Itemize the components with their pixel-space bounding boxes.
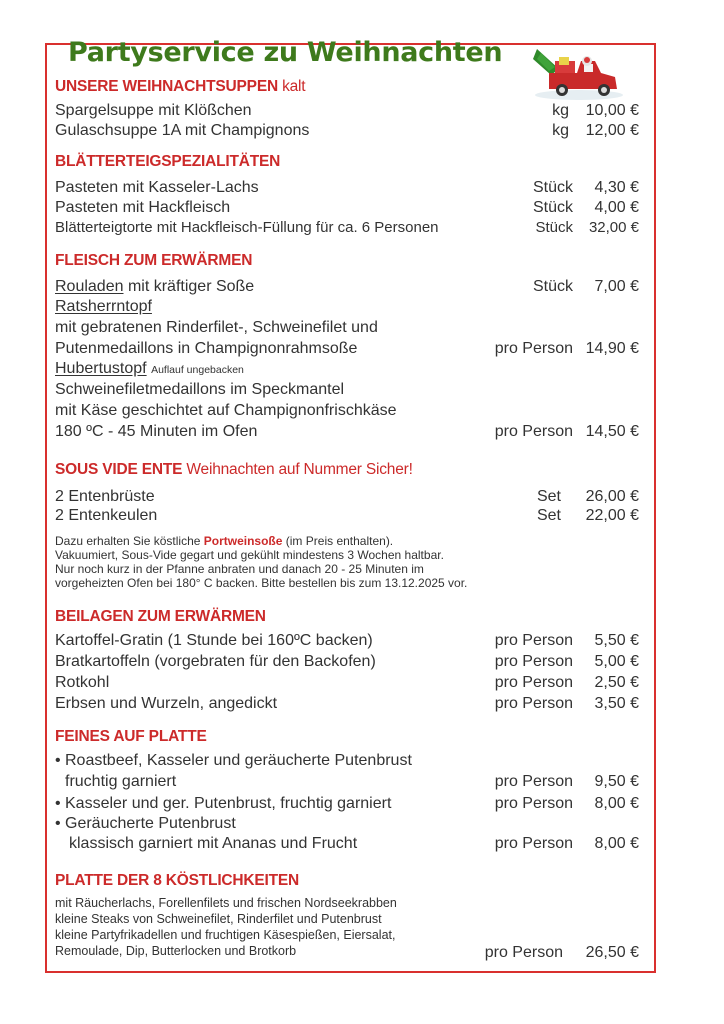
note-highlight: Portweinsoße (203, 534, 283, 548)
section-heading-ente (55, 461, 413, 479)
menu-item (55, 631, 639, 651)
item-price: 10,00 € (585, 102, 639, 119)
menu-item-ratsherrntopf-title (55, 297, 639, 317)
item-price: 2,50 € (594, 674, 639, 691)
item-unit: pro Person (494, 695, 573, 712)
item-title: Rouladen (55, 278, 124, 295)
note-line (55, 534, 467, 548)
item-desc: Putenmedaillons in Champignonrahmsoße (55, 340, 358, 357)
item-name: Rotkohl (55, 674, 110, 691)
item-price: 3,50 € (594, 695, 639, 712)
menu-item-desc (55, 814, 639, 834)
item-unit: Set (536, 507, 561, 524)
menu-item (55, 673, 639, 693)
item-desc: klassisch garniert mit Ananas und Frucht (69, 835, 358, 852)
item-name: Erbsen und Wurzeln, angedickt (55, 695, 278, 712)
item-price: 9,50 € (594, 773, 639, 790)
item-name: 2 Entenkeulen (55, 507, 158, 524)
heading-text: UNSERE WEIHNACHTSUPPEN (55, 78, 278, 95)
item-desc: mit kräftiger Soße (123, 278, 255, 295)
item-name: Pasteten mit Kasseler-Lachs (55, 179, 259, 196)
menu-item-desc (55, 318, 639, 338)
item-name: Gulaschsuppe 1A mit Champignons (55, 122, 310, 139)
note-line: Vakuumiert, Sous-Vide gegart und gekühlt mindestens 3 Wochen haltbar. (55, 548, 444, 562)
desc-line: Remoulade, Dip, Butterlocken und Brotkorb (55, 944, 297, 958)
item-unit: pro Person (484, 944, 563, 961)
desc-line: kleine Steaks von Schweinefilet, Rinderfilet und Putenbrust (55, 912, 382, 926)
item-title: Hubertustopf (55, 360, 147, 377)
menu-item-rouladen (55, 277, 639, 297)
menu-item (55, 652, 639, 672)
menu-item-desc (55, 751, 639, 771)
section-heading-fleisch: FLEISCH ZUM ERWÄRMEN (55, 252, 253, 269)
item-name: Spargelsuppe mit Klößchen (55, 102, 252, 119)
item-unit: pro Person (494, 340, 573, 357)
item-unit: Set (536, 488, 561, 505)
bullet-icon: • (55, 815, 61, 832)
item-desc: Schweinefiletmedaillons im Speckmantel (55, 381, 345, 398)
section-heading-suppen (55, 78, 305, 96)
item-price: 4,30 € (594, 179, 639, 196)
section-heading-blaetterteig: BLÄTTERTEIGSPEZIALITÄTEN (55, 153, 281, 170)
menu-item (55, 506, 639, 526)
item-price: 26,00 € (585, 488, 639, 505)
section-heading-koestlich: PLATTE DER 8 KÖSTLICHKEITEN (55, 872, 300, 889)
item-unit: pro Person (494, 632, 573, 649)
item-unit: Stück (532, 179, 573, 196)
note-text: Dazu erhalten Sie köstliche (55, 534, 204, 548)
item-unit: kg (552, 102, 569, 119)
item-name (55, 277, 254, 297)
page-title: Partyservice zu Weihnachten (68, 37, 503, 68)
item-name: Blätterteigtorte mit Hackfleisch-Füllung für ca. 6 Personen (55, 219, 439, 236)
item-desc: Geräucherte Putenbrust (65, 815, 236, 832)
menu-item (55, 487, 639, 507)
section-heading-beilagen: BEILAGEN ZUM ERWÄRMEN (55, 608, 266, 625)
bullet-icon: • (55, 752, 61, 769)
heading-sub: kalt (282, 78, 306, 95)
item-price: 26,50 € (585, 944, 639, 961)
item-desc-wrap (55, 794, 391, 814)
item-unit: Stück (532, 199, 573, 216)
item-price: 14,90 € (585, 340, 639, 357)
ente-note (55, 534, 467, 590)
item-price: 8,00 € (594, 835, 639, 852)
item-name: Kartoffel-Gratin (1 Stunde bei 160ºC backen) (55, 632, 373, 649)
item-unit: pro Person (494, 835, 573, 852)
item-desc-wrap (55, 751, 412, 771)
menu-item (55, 198, 639, 218)
item-desc: Kasseler und ger. Putenbrust, fruchtig garniert (65, 795, 392, 812)
bullet-icon: • (55, 795, 61, 812)
item-unit: pro Person (494, 795, 573, 812)
menu-item (55, 694, 639, 714)
menu-item-desc (55, 401, 639, 421)
heading-sub: Weihnachten auf Nummer Sicher! (186, 461, 413, 478)
item-unit: pro Person (494, 653, 573, 670)
item-desc-wrap (55, 814, 236, 834)
note-text: (im Preis enthalten). (282, 534, 394, 548)
item-price: 4,00 € (594, 199, 639, 216)
item-price: 22,00 € (585, 507, 639, 524)
christmas-truck-icon (529, 47, 629, 101)
item-title: Ratsherrntopf (55, 298, 152, 315)
item-unit: pro Person (494, 674, 573, 691)
item-desc: mit gebratenen Rinderfilet-, Schweinefilet und (55, 319, 378, 336)
menu-item-hubertustopf-title (55, 359, 639, 379)
note-line: Nur noch kurz in der Pfanne anbraten und danach 20 - 25 Minuten im (55, 562, 424, 576)
note-line: vorgeheizten Ofen bei 180° C backen. Bitte bestellen bis zum 13.12.2025 vor. (55, 576, 468, 590)
item-name: 2 Entenbrüste (55, 488, 155, 505)
item-price: 5,50 € (594, 632, 639, 649)
item-unit: pro Person (494, 773, 573, 790)
menu-item (55, 772, 639, 792)
item-price: 7,00 € (594, 278, 639, 295)
item-price: 32,00 € (588, 219, 639, 236)
menu-item (55, 101, 639, 121)
item-note: Auflauf ungebacken (151, 364, 244, 376)
item-price: 12,00 € (585, 122, 639, 139)
menu-item (55, 834, 639, 854)
item-unit: kg (552, 122, 569, 139)
menu-item (55, 218, 639, 238)
item-price: 5,00 € (594, 653, 639, 670)
item-title-wrap (55, 359, 244, 380)
menu-item (55, 794, 639, 814)
heading-text: SOUS VIDE ENTE (55, 461, 183, 478)
desc-line: mit Räucherlachs, Forellenfilets und frischen Nordseekrabben (55, 896, 397, 910)
item-name: Pasteten mit Hackfleisch (55, 199, 231, 216)
item-desc: fruchtig garniert (65, 773, 177, 790)
menu-item-ratsherrntopf (55, 339, 639, 359)
menu-item-hubertustopf (55, 422, 639, 442)
menu-item (55, 121, 639, 141)
item-unit: Stück (532, 278, 573, 295)
menu-item-desc (55, 380, 639, 400)
item-unit: pro Person (494, 423, 573, 440)
item-desc: mit Käse geschichtet auf Champignonfrischkäse (55, 402, 397, 419)
desc-line: kleine Partyfrikadellen und fruchtigen Käsespießen, Eiersalat, (55, 928, 396, 942)
menu-item-koestlich-price (55, 943, 639, 963)
section-heading-platte: FEINES AUF PLATTE (55, 728, 207, 745)
item-price: 14,50 € (585, 423, 639, 440)
item-desc: 180 ºC - 45 Minuten im Ofen (55, 423, 258, 440)
menu-item (55, 178, 639, 198)
item-desc: Roastbeef, Kasseler und geräucherte Putenbrust (65, 752, 412, 769)
item-price: 8,00 € (594, 795, 639, 812)
item-unit: Stück (535, 219, 573, 236)
item-name: Bratkartoffeln (vorgebraten für den Backofen) (55, 653, 376, 670)
